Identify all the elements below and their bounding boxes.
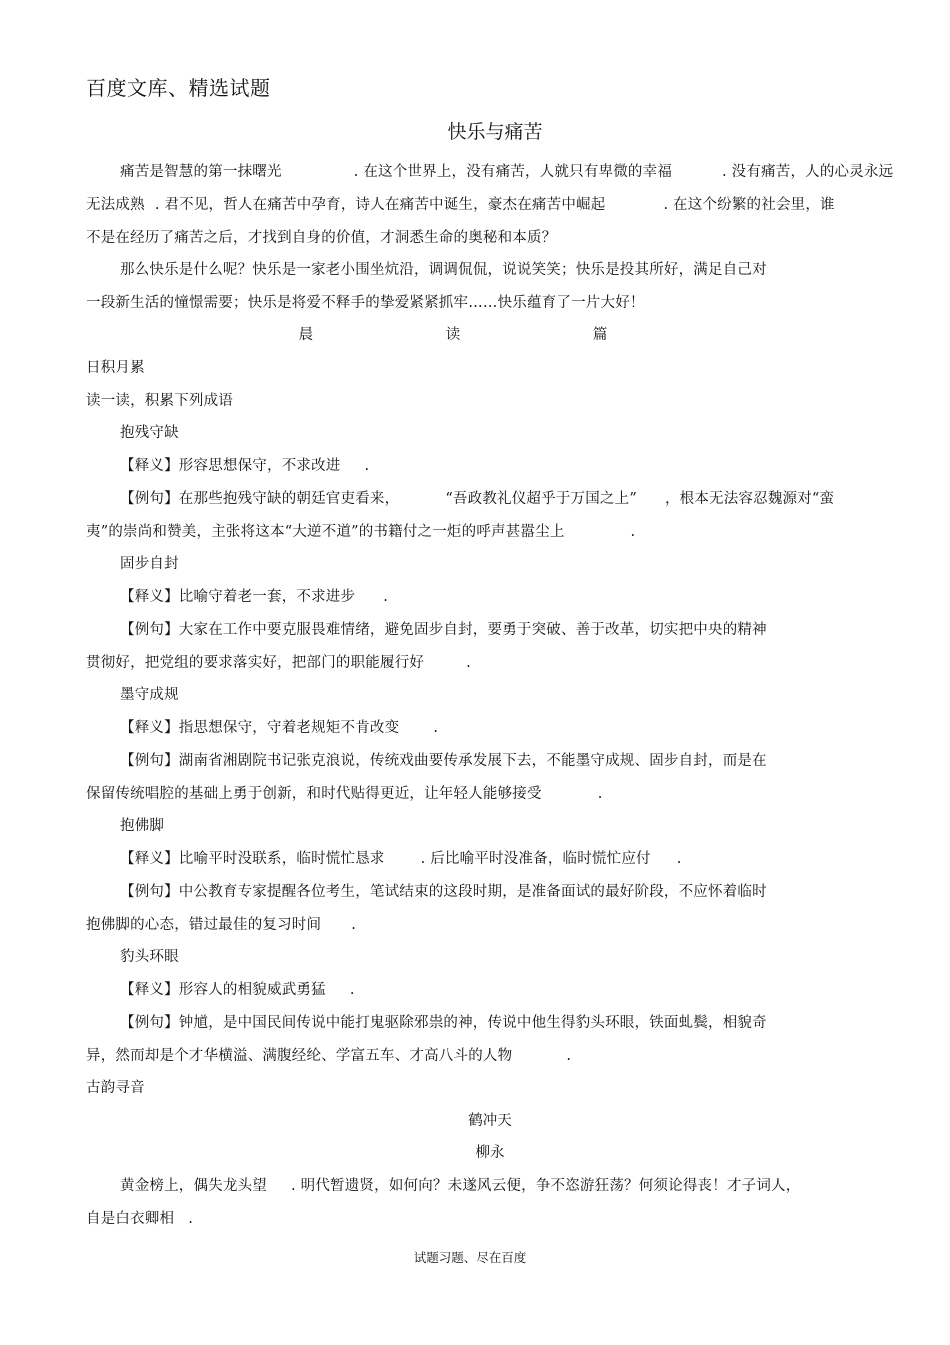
idiom-definition: 【释义】指思想保守，守着老规矩不肯改变 . [120,720,439,736]
intro-line: 无法成熟 . 君不见，哲人在痛苦中孕育，诗人在痛苦中诞生，豪杰在痛苦中崛起 . 在这个纷繁的社会里，谁 [86,197,835,213]
idiom-example: 异，然而却是个才华横溢、满腹经纶、学富五车、才高八斗的人物 . [86,1048,572,1064]
idiom-definition: 【释义】比喻守着老一套，不求进步 . [120,589,389,605]
idiom-example: 抱佛脚的心态，错过最佳的复习时间 . [86,917,357,933]
idiom-example: 【例句】中公教育专家提醒各位考生，笔试结束的这段时期，是准备面试的最好阶段，不应怀着临时 [120,884,767,900]
idiom-name: 豹头环眼 [120,949,179,965]
idiom-name: 墨守成规 [120,687,179,703]
idiom-example: 保留传统唱腔的基础上勇于创新，和时代贴得更近，让年轻人能够接受 . [86,786,603,802]
poem-title: 鹤冲天 [468,1113,512,1129]
poem-line: 黄金榜上，偶失龙头望 . 明代暂遗贤，如何向？未遂风云便，争不恣游狂荡？何须论得丧！才子词人， [120,1178,801,1194]
idiom-definition: 【释义】比喻平时没联系，临时慌忙恳求 . 后比喻平时没准备，临时慌忙应付 . [120,851,682,867]
idiom-name: 抱佛脚 [120,818,165,834]
idiom-example: 【例句】钟馗，是中国民间传说中能打鬼驱除邪祟的神，传说中他生得豹头环眼，铁面虬鬓，相貌奇 [120,1015,767,1031]
poem-line: 自是白衣卿相 . [86,1211,194,1227]
article-title: 快乐与痛苦 [447,121,543,143]
page-footer: 试题习题、尽在百度 [413,1250,527,1265]
intro-line: 那么快乐是什么呢？快乐是一家老小围坐炕沿，调调侃侃，说说笑笑；快乐是投其所好，满足自己对 [120,262,767,278]
idiom-definition: 【释义】形容思想保守，不求改进 . [120,458,370,474]
poem-author: 柳永 [475,1145,505,1161]
subsection-title: 日积月累 [86,360,145,376]
idiom-definition: 【释义】形容人的相貌威武勇猛 . [120,982,355,998]
page-header: 百度文库、精选试题 [86,76,271,100]
subsection-title: 古韵寻音 [86,1080,145,1096]
idiom-example: 【例句】大家在工作中要克服畏难情绪，避免固步自封，要勇于突破、善于改革，切实把中央的精神 [120,622,767,638]
intro-line: 痛苦是智慧的第一抹曙光 . 在这个世界上，没有痛苦，人就只有卑微的幸福 . 没有痛苦，人的心灵永远 [120,164,894,180]
idiom-example: 贯彻好，把党组的要求落实好，把部门的职能履行好 . [86,655,471,671]
subsection-desc: 读一读，积累下列成语 [86,393,233,409]
idiom-name: 抱残守缺 [120,425,179,441]
idiom-name: 固步自封 [120,556,179,572]
section-heading: 晨 读 篇 [298,327,652,343]
idiom-example: 夷”的崇尚和赞美，主张将这本“大逆不道”的书籍付之一炬的呼声甚嚣尘上 . [86,524,636,540]
idiom-example: 【例句】在那些抱残守缺的朝廷官吏看来， “吾政教礼仪超乎于万国之上” ，根本无法容忍魏源对“蛮 [120,491,835,507]
intro-line: 不是在经历了痛苦之后，才找到自身的价值，才洞悉生命的奥秘和本质？ [86,230,557,246]
idiom-example: 【例句】湖南省湘剧院书记张克浪说，传统戏曲要传承发展下去，不能墨守成规、固步自封，而是在 [120,753,767,769]
intro-line: 一段新生活的憧憬需要；快乐是将爱不释手的挚爱紧紧抓牢……快乐蕴育了一片大好！ [86,295,645,311]
